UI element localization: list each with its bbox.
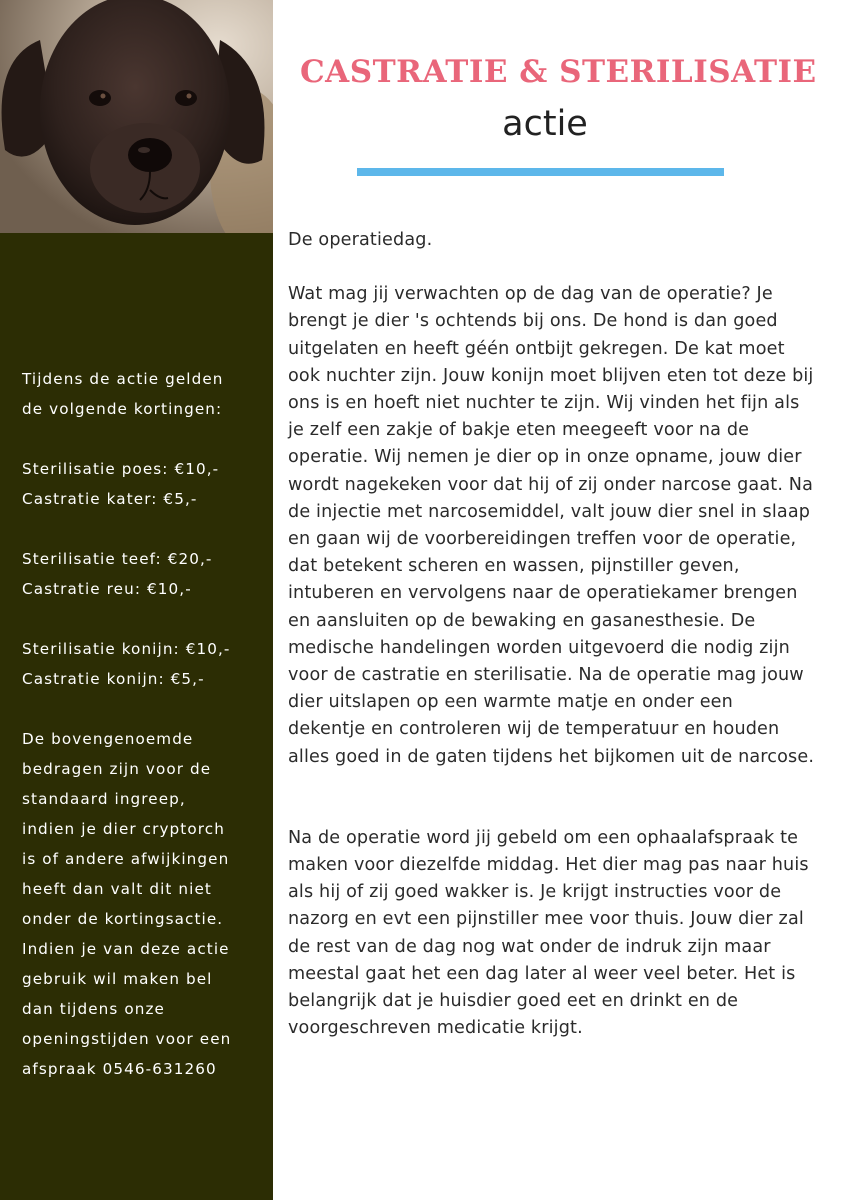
price-reu: Castratie reu: €10,- xyxy=(22,580,192,598)
price-konijn-sterilisatie: Sterilisatie konijn: €10,- xyxy=(22,640,231,658)
sidebar-note-line: Indien je van deze actie xyxy=(22,940,230,958)
sidebar-intro-line: de volgende kortingen: xyxy=(22,400,223,418)
page-title: CASTRATIE & STERILISATIE xyxy=(300,54,817,90)
sidebar-note-line: indien je dier cryptorch xyxy=(22,820,225,838)
puppy-photo xyxy=(0,0,273,233)
sidebar-note-line: De bovengenoemde xyxy=(22,730,194,748)
section-heading: De operatiedag. xyxy=(288,230,433,250)
article-body xyxy=(288,227,816,1042)
price-poes: Sterilisatie poes: €10,- xyxy=(22,460,220,478)
price-kater: Castratie kater: €5,- xyxy=(22,490,198,508)
sidebar-note-line: heeft dan valt dit niet xyxy=(22,880,212,898)
sidebar-note-line: is of andere afwijkingen xyxy=(22,850,230,868)
sidebar-note-line: gebruik wil maken bel xyxy=(22,970,213,988)
sidebar-note-line: openingstijden voor een xyxy=(22,1030,232,1048)
sidebar-note-line: afspraak 0546-631260 xyxy=(22,1060,217,1078)
discount-list xyxy=(22,364,262,1084)
paragraph-aftercare: Na de operatie word jij gebeld om een ophaalafspraak te maken voor diezelfde middag. Het dier mag pas naar huis als hij of zij goed wakker is. Je krijgt instructies voor de nazorg en evt een pijnstiller mee voor thuis. Jouw dier zal de rest van de dag nog wat onder de indruk zijn maar meestal gaat het een dag later al weer veel beter. Het is belangrijk dat je huisdier goed eet en drinkt en de voorgeschreven medicatie krijgt. xyxy=(288,827,809,1039)
title-divider xyxy=(357,168,724,176)
sidebar-note-line: standaard ingreep, xyxy=(22,790,186,808)
sidebar-note-line: dan tijdens onze xyxy=(22,1000,165,1018)
sidebar-note-line: onder de kortingsactie. xyxy=(22,910,224,928)
paragraph-operation-day: Wat mag jij verwachten op de dag van de operatie? Je brengt je dier 's ochtends bij ons. De hond is dan goed uitgelaten en heeft géén ontbijt gekregen. De kat moet ook nuchter zijn. Jouw konijn moet blijven eten tot deze bij ons is en hoeft niet nuchter te zijn. Wij vinden het fijn als je zelf een zakje of bakje eten meegeeft voor na de operatie. Wij nemen je dier op in onze opname, jouw dier wordt nagekeken voor dat hij of zij onder narcose gaat. Na de injectie met narcosemiddel, valt jouw dier snel in slaap en gaan wij de voorbereidingen treffen voor de operatie, dat betekent scheren en wassen, pijnstiller geven, intuberen en vervolgens naar de operatiekamer brengen en aansluiten op de bewaking en gasanesthesie. De medische handelingen worden uitgevoerd die nodig zijn voor de castratie en sterilisatie. Na de operatie mag jouw dier uitslapen op een warmte matje en onder een dekentje en controleren wij de temperatuur en houden alles goed in de gaten tijdens het bijkomen uit de narcose. xyxy=(288,284,815,767)
sidebar-intro-line: Tijdens de actie gelden xyxy=(22,370,224,388)
price-konijn-castratie: Castratie konijn: €5,- xyxy=(22,670,205,688)
sidebar-note-line: bedragen zijn voor de xyxy=(22,760,212,778)
page-subtitle: actie xyxy=(502,104,588,144)
price-teef: Sterilisatie teef: €20,- xyxy=(22,550,213,568)
